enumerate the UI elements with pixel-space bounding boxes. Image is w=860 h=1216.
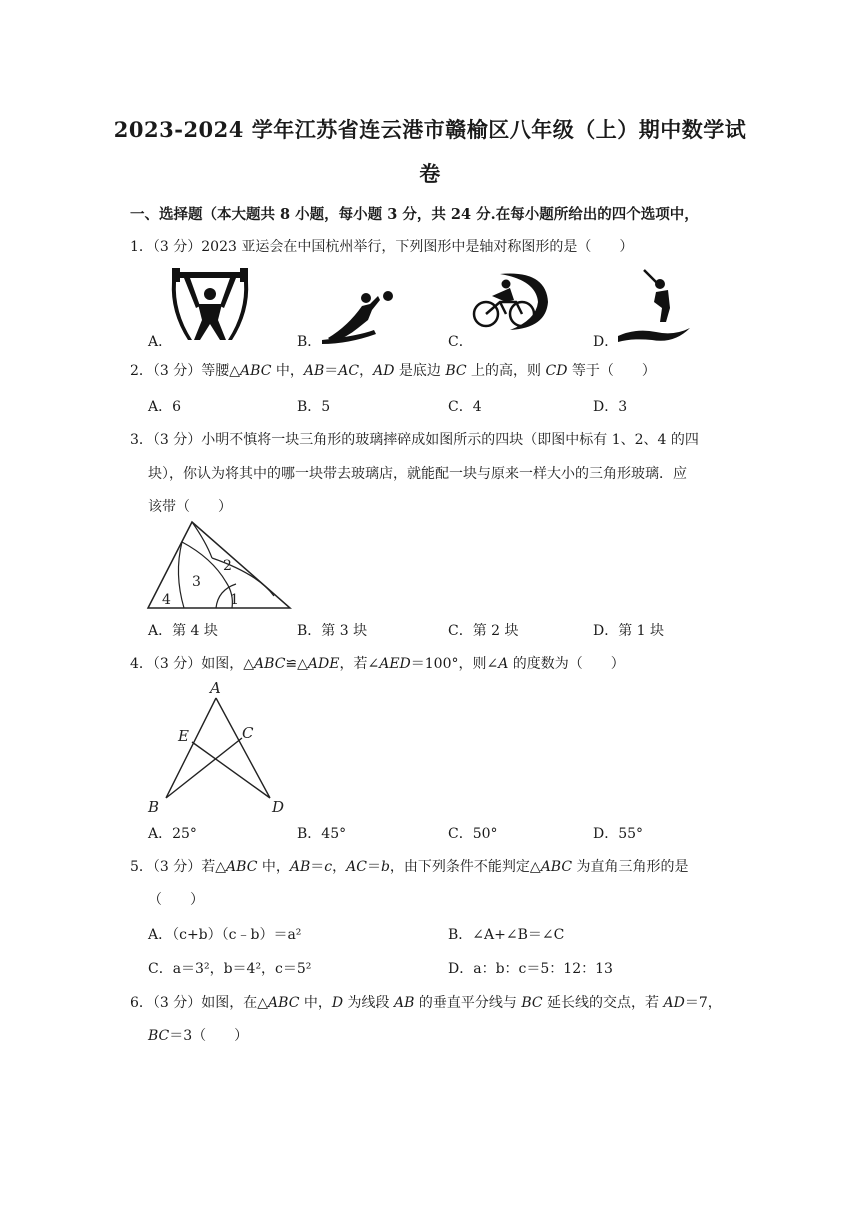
q4-option-b[interactable]: B．45°: [297, 826, 347, 842]
page-title-line2: 卷: [419, 161, 441, 186]
q3-stem-line3: 该带（ ）: [148, 499, 232, 515]
q2-option-b[interactable]: B．5: [297, 399, 331, 415]
congruent-triangles-figure: [144, 678, 294, 816]
q2-option-a[interactable]: A．6: [148, 399, 182, 415]
q1-option-c[interactable]: C．: [448, 334, 473, 350]
q2-stem: 2．（3 分）等腰△ABC 中，AB＝AC，AD 是底边 BC 上的高，则 CD 等于（ ）: [130, 363, 656, 379]
q5-option-a[interactable]: A．（c+b）（c﹣b）＝a²: [148, 927, 302, 943]
q3-option-c[interactable]: C．第 2 块: [448, 623, 519, 639]
q5-option-b[interactable]: B．∠A+∠B＝∠C: [448, 927, 565, 943]
q4-option-d[interactable]: D．55°: [593, 826, 644, 842]
q1-option-b[interactable]: B．: [297, 334, 322, 350]
q1-stem: 1．（3 分）2023 亚运会在中国杭州举行，下列图形中是轴对称图形的是（ ）: [130, 239, 634, 255]
q3-stem-line1: 3．（3 分）小明不慎将一块三角形的玻璃摔碎成如图所示的四块（即图中标有 1、2、4 的四: [130, 432, 699, 448]
cyclist-icon: [470, 272, 550, 332]
section-heading: 一、选择题（本大题共 8 小题，每小题 3 分，共 24 分.在每小题所给出的四个选项中，: [130, 206, 699, 223]
vertex-label-d: D: [272, 798, 285, 816]
page-title: 2023-2024 学年江苏省连云港市赣榆区八年级（上）期中数学试: [113, 117, 747, 142]
q1-option-d[interactable]: D．: [593, 334, 619, 350]
piece-label-2: 2: [223, 558, 232, 574]
piece-label-1: 1: [230, 592, 239, 608]
q4-stem: 4．（3 分）如图，△ABC≌△ADE，若∠AED＝100°，则∠A 的度数为（ ）: [130, 656, 625, 672]
q3-option-a[interactable]: A．第 4 块: [148, 623, 218, 639]
broken-glass-triangle-figure: [146, 518, 294, 612]
vertex-label-b: B: [148, 798, 160, 816]
q5-option-d[interactable]: D．a：b：c＝5：12：13: [448, 961, 613, 977]
q4-option-c[interactable]: C．50°: [448, 826, 498, 842]
q6-stem-line2: BC＝3（ ）: [148, 1028, 249, 1044]
q1-option-a[interactable]: A．: [148, 334, 173, 350]
golfer-icon: [616, 264, 692, 344]
q2-option-d[interactable]: D．3: [593, 399, 628, 415]
vertex-label-e: E: [178, 727, 189, 745]
q2-option-c[interactable]: C．4: [448, 399, 482, 415]
q5-stem-line2: （ ）: [148, 892, 204, 908]
q6-stem: 6．（3 分）如图，在△ABC 中，D 为线段 AB 的垂直平分线与 BC 延长线的交点，若 AD＝7，: [130, 995, 722, 1011]
q5-stem: 5．（3 分）若△ABC 中，AB＝c，AC＝b，由下列条件不能判定△ABC 为直角三角形的是: [130, 859, 689, 875]
q5-option-c[interactable]: C．a＝3²，b＝4²，c＝5²: [148, 961, 312, 977]
vertex-label-a: A: [210, 679, 221, 697]
weightlifter-icon: [170, 268, 250, 344]
q3-stem-line2: 块），你认为将其中的哪一块带去玻璃店，就能配一块与原来一样大小的三角形玻璃．应: [148, 466, 687, 482]
vertex-label-c: C: [242, 724, 254, 742]
piece-label-4: 4: [162, 592, 171, 608]
piece-label-3: 3: [192, 574, 201, 590]
q4-option-a[interactable]: A．25°: [148, 826, 197, 842]
volleyball-player-icon: [318, 286, 398, 344]
q3-option-b[interactable]: B．第 3 块: [297, 623, 368, 639]
q3-option-d[interactable]: D．第 1 块: [593, 623, 665, 639]
